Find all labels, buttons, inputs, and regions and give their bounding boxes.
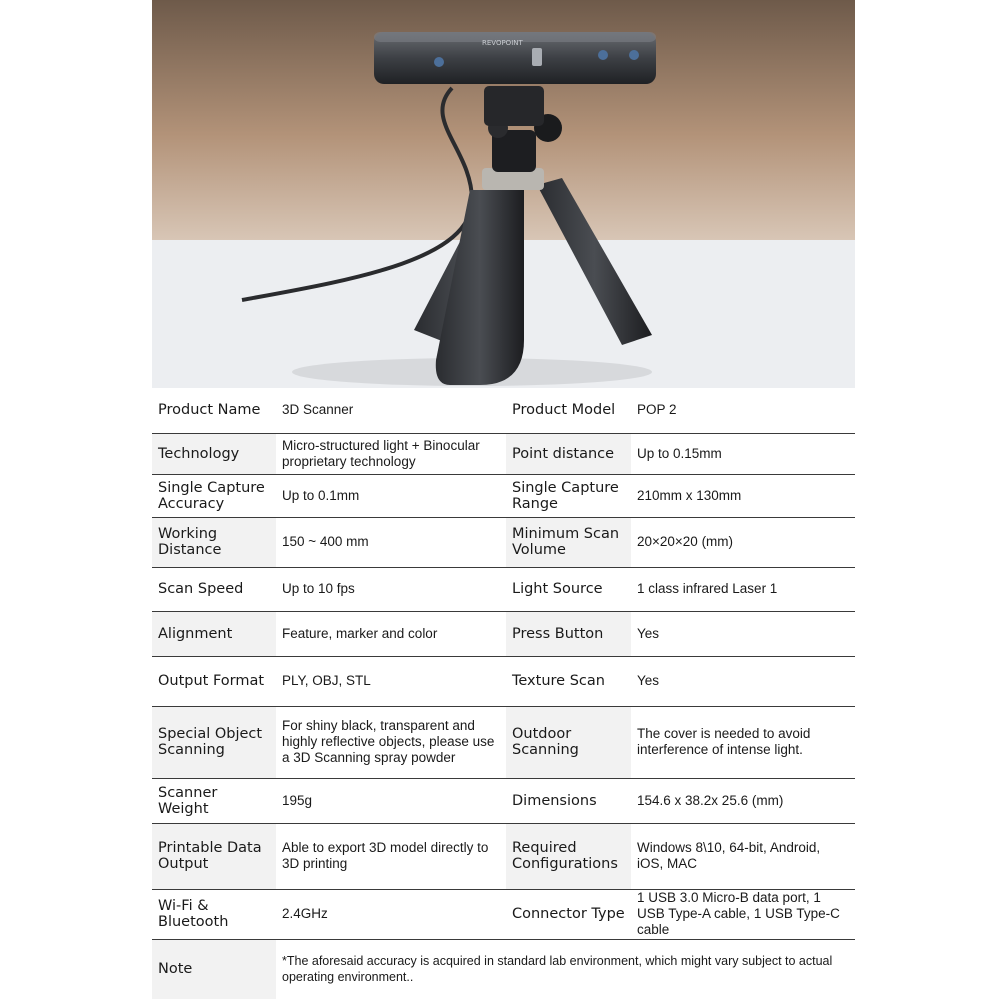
spec-label: Scanner Weight bbox=[158, 784, 218, 817]
spec-value: 1 USB 3.0 Micro-B data port, 1 USB Type-A cable, 1 USB Type-C cable bbox=[637, 890, 840, 937]
spec-label: Alignment bbox=[152, 611, 276, 656]
spec-label: Light Source bbox=[512, 581, 603, 597]
spec-value: For shiny black, transparent and highly reflective objects, please use a 3D Scanning spray powder bbox=[282, 718, 495, 765]
spec-value: Windows 8\10, 64-bit, Android, iOS, MAC bbox=[637, 840, 821, 871]
spec-label: Wi-Fi & Bluetooth bbox=[158, 898, 229, 930]
spec-row-special-object bbox=[152, 706, 855, 778]
spec-value: 1 class infrared Laser 1 bbox=[637, 581, 778, 596]
spec-row-output-format bbox=[152, 656, 855, 706]
spec-value: 20×20×20 (mm) bbox=[637, 534, 734, 549]
spec-row-printable-output bbox=[152, 823, 855, 889]
note-text: *The aforesaid accuracy is acquired in standard lab environment, which might vary subject to actual operating environment.. bbox=[282, 954, 833, 985]
spec-row-accuracy bbox=[152, 474, 855, 517]
spec-value: 3D Scanner bbox=[282, 402, 354, 418]
scanner-tripod-illustration bbox=[152, 0, 855, 388]
product-photo bbox=[152, 0, 855, 388]
spec-row-alignment bbox=[152, 611, 855, 656]
spec-value: Feature, marker and color bbox=[282, 625, 438, 641]
spec-value: 2.4GHz bbox=[282, 906, 328, 921]
spec-value: POP 2 bbox=[637, 402, 677, 418]
spec-label: Dimensions bbox=[512, 792, 597, 809]
note-label: Note bbox=[152, 939, 276, 999]
spec-label: Point distance bbox=[506, 433, 631, 474]
spec-label: Texture Scan bbox=[512, 673, 605, 689]
spec-label: Printable Data Output bbox=[152, 823, 276, 889]
spec-label: Required Configurations bbox=[506, 823, 631, 889]
spec-label: Minimum Scan Volume bbox=[506, 517, 631, 567]
spec-label: Single Capture Accuracy bbox=[158, 479, 265, 512]
spec-row-scan-speed bbox=[152, 567, 855, 611]
spec-value: 210mm x 130mm bbox=[637, 487, 742, 503]
spec-row-weight bbox=[152, 778, 855, 823]
spec-value: The cover is needed to avoid interference of intense light. bbox=[637, 726, 811, 757]
spec-label: Outdoor Scanning bbox=[506, 706, 631, 778]
spec-row-wifi-connector bbox=[152, 889, 855, 939]
spec-value: 195g bbox=[282, 792, 313, 808]
spec-label: Output Format bbox=[158, 673, 265, 689]
brand-logo-text: REVOPOINT bbox=[482, 39, 523, 47]
spec-row-working-distance bbox=[152, 517, 855, 567]
spec-row-technology bbox=[152, 433, 855, 474]
spec-label: Product Name bbox=[158, 402, 261, 419]
spec-value: Micro-structured light + Binocular proprietary technology bbox=[282, 437, 480, 469]
spec-label: Technology bbox=[152, 433, 276, 474]
spec-label: Working Distance bbox=[152, 517, 276, 567]
spec-value: Able to export 3D model directly to 3D printing bbox=[282, 840, 489, 871]
spec-label: Connector Type bbox=[512, 906, 625, 922]
spec-value: Yes bbox=[637, 625, 660, 641]
spec-value: Up to 10 fps bbox=[282, 581, 355, 596]
spec-label: Special Object Scanning bbox=[152, 706, 276, 778]
spec-row-product-name bbox=[152, 388, 855, 433]
spec-table bbox=[152, 388, 855, 999]
spec-value: 154.6 x 38.2x 25.6 (mm) bbox=[637, 792, 784, 808]
spec-label: Product Model bbox=[512, 402, 616, 419]
spec-value: Up to 0.1mm bbox=[282, 487, 360, 503]
spec-value: PLY, OBJ, STL bbox=[282, 673, 371, 688]
spec-label: Scan Speed bbox=[158, 581, 244, 597]
spec-value: 150 ~ 400 mm bbox=[282, 534, 369, 549]
spec-value: Up to 0.15mm bbox=[637, 445, 722, 461]
spec-label: Single Capture Range bbox=[512, 479, 619, 512]
spec-row-note bbox=[152, 939, 855, 999]
spec-value: Yes bbox=[637, 673, 660, 688]
spec-label: Press Button bbox=[506, 611, 631, 656]
